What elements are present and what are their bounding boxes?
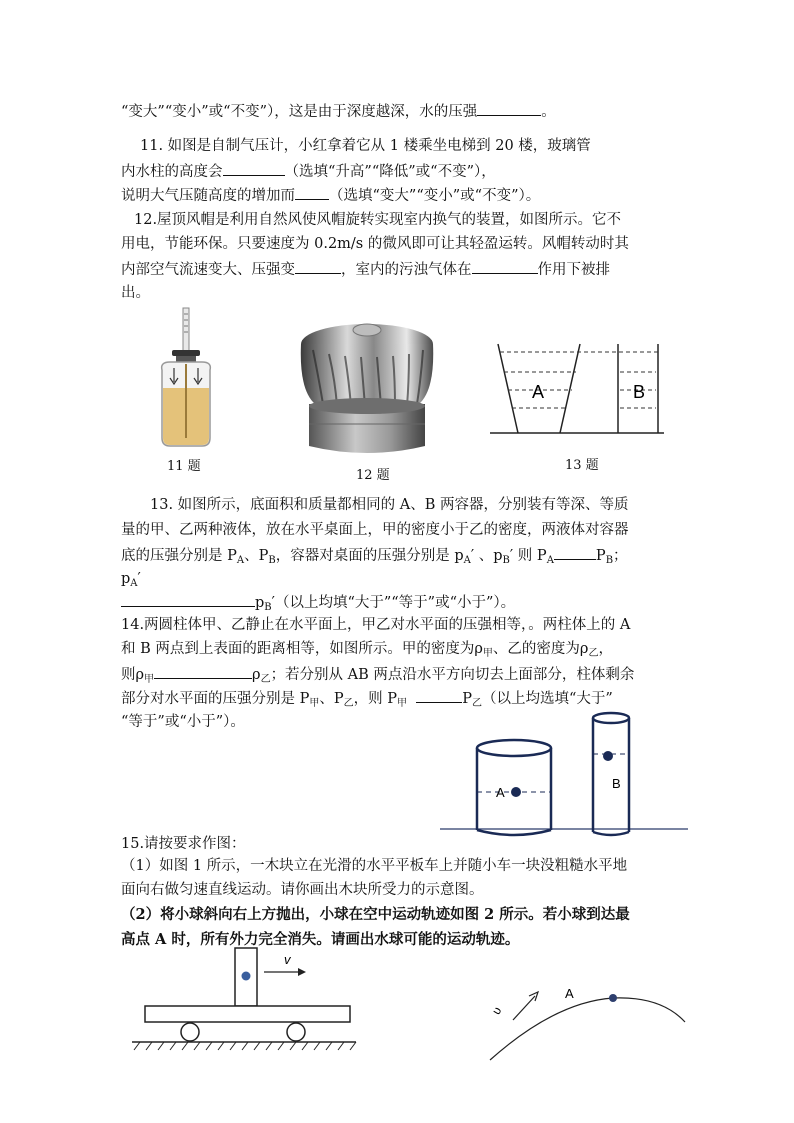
q11-blank2[interactable]	[295, 185, 329, 200]
caption-13: 13 题	[565, 458, 599, 473]
q10-answer-blank[interactable]	[477, 101, 541, 116]
container-a-label: A	[532, 382, 545, 402]
q13-line2: 量的甲、乙两种液体，放在水平桌面上，甲的密度小于乙的密度，两液体对容器	[121, 522, 629, 538]
q12-line3: 内部空气流速变大、压强变 ，室内的污浊气体在 作用下被排	[121, 259, 610, 280]
caption-11: 11 题	[167, 459, 201, 474]
q11-line3: 说明大气压随高度的增加而 （选填“变大”“变小”或“不变”）。	[121, 185, 540, 206]
q13-line3: 底的压强分别是 $P_A$、$P_B$，容器对桌面的压强分别是 $p_A'$ 、$p_B'$ 则 $P_A$ $P_B$；	[121, 545, 628, 571]
q15-title: 15.请按要求作图：	[121, 836, 246, 852]
caption-12: 12 题	[356, 468, 390, 483]
q14-line4: 部分对水平面的压强分别是 $P_甲$、$P_乙$，则 $P_甲$ $P_乙$（以上均选填“大于”	[121, 688, 613, 714]
q12-blank1[interactable]	[295, 259, 341, 274]
q11-line2: 内水柱的高度会 （选填“升高”“降低”或“不变”），	[121, 161, 496, 182]
q14-blank2[interactable]	[416, 688, 462, 703]
q15-p1-line2: 面向右做匀速直线运动。请你画出木块所受力的示意图。	[121, 882, 484, 898]
point-b-label: B	[612, 776, 621, 791]
container-b-label: B	[633, 382, 646, 402]
barometer-figure	[150, 306, 230, 452]
q13-blank1[interactable]	[554, 545, 596, 560]
q12-line2: 用电，节能环保。只要速度为 0.2m/s 的微风即可让其轻盈运转。风帽转动时其	[121, 236, 629, 252]
projectile-figure	[485, 978, 691, 1064]
q10-line: “变大”“变小”或“不变”），这是由于深度越深，水的压强 。	[121, 101, 556, 122]
q15-p1-line1: （1）如图 1 所示，一木块立在光滑的水平平板车上并随小车一块没粗糙水平地	[121, 858, 628, 874]
velocity-symbol: υ	[488, 1004, 505, 1017]
q15-p2-line2: 高点 A 时，所有外力完全消失。请画出水球可能的运动轨迹。	[121, 931, 520, 948]
q11-line1: 11. 如图是自制气压计，小红拿着它从 1 楼乘坐电梯到 20 楼，玻璃管	[140, 138, 591, 154]
q14-line1: 14.两圆柱体甲、乙静止在水平面上，甲乙对水平面的压强相等，。两柱体上的 A	[121, 617, 631, 633]
q12-line4: 出。	[121, 285, 150, 301]
q13-line4: $p_A'$	[121, 571, 141, 589]
roof-ventilator-figure	[293, 320, 441, 460]
block-on-cart-figure	[130, 942, 362, 1058]
q14-blank1[interactable]	[154, 664, 252, 679]
q12-line1: 12.屋顶风帽是利用自然风使风帽旋转实现室内换气的装置，如图所示。它不	[134, 212, 622, 228]
q14-line5: “等于”或“小于”）。	[121, 714, 245, 730]
cylinders-figure	[440, 708, 690, 840]
q13-line1: 13. 如图所示，底面积和质量都相同的 A、B 两容器，分别装有等深、等质	[150, 497, 629, 513]
q15-p2-line1: （2）将小球斜向右上方抛出，小球在空中运动轨迹如图 2 所示。若小球到达最	[121, 906, 630, 923]
point-a-label: A	[496, 785, 505, 800]
q13-blank2[interactable]	[121, 592, 255, 607]
q10-text: “变大”“变小”或“不变”），这是由于深度越深，水的压强	[121, 104, 478, 120]
q14-line3: 则$\rho_甲$ $\rho_乙$；若分别从 AB 两点沿水平方向切去上面部分，柱体剩余	[121, 664, 634, 690]
q11-blank1[interactable]	[223, 161, 285, 176]
velocity-label: v	[284, 952, 291, 967]
q12-blank2[interactable]	[472, 259, 538, 274]
containers-figure	[490, 340, 666, 436]
q14-line2: 和 B 两点到上表面的距离相等，如图所示。甲的密度为$\rho_甲$、乙的密度为$\rho_乙$，	[121, 641, 613, 659]
q13-line5: $p_B'$（以上均填“大于”“等于”或“小于”）。	[121, 592, 515, 618]
point-a-figure-label: A	[565, 986, 574, 1001]
